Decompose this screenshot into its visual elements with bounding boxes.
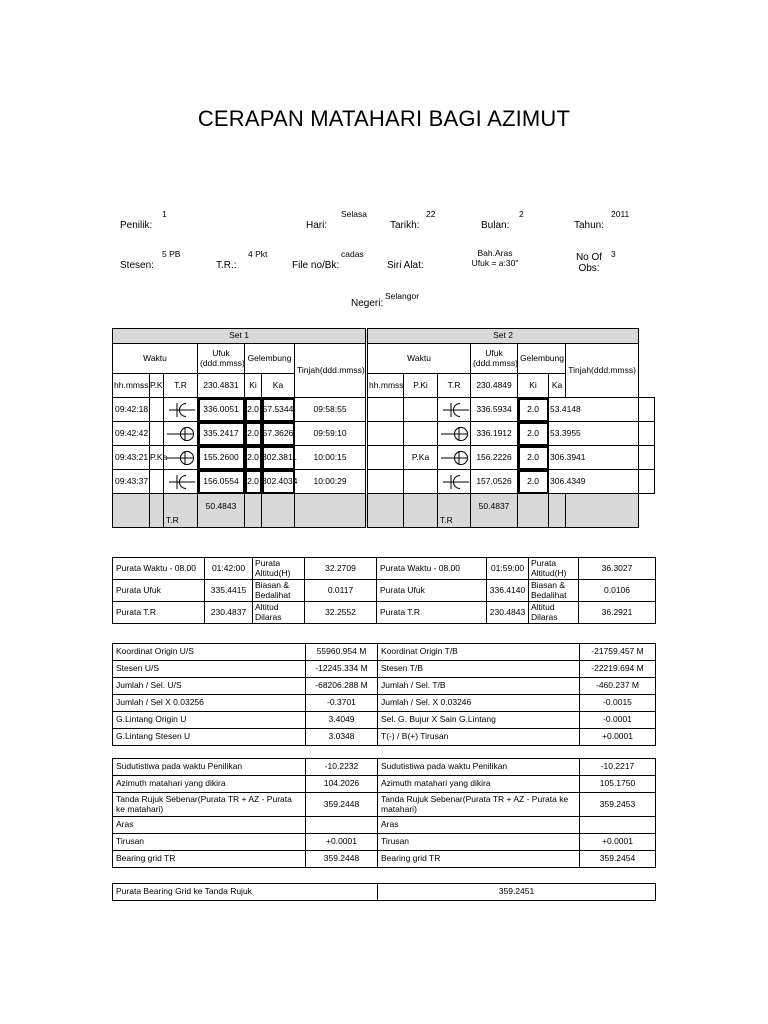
ufuk-value: 336.0051 [198, 398, 245, 422]
azimuth-label: Bearing grid TR [113, 851, 306, 868]
ka-value-2: 306.4349 [549, 470, 639, 494]
file-value: cadas [341, 249, 364, 259]
ka-header-2: Ka [549, 374, 566, 398]
mean-value: 32.2552 [305, 602, 377, 624]
set1-tr-footer-value: 50.4843 [198, 494, 245, 528]
gelembung-header: Gelembung [245, 344, 295, 374]
hhmmss-header: hh.mmss [113, 374, 150, 398]
mean-label: Purata T.R [113, 602, 205, 624]
tr-label: T.R.: [216, 260, 237, 271]
hhmmss-header-2: hh.mmss [367, 374, 404, 398]
tinjah-header: Tinjah(ddd.mmss) [295, 344, 367, 398]
azimuth-label-2: Tirusan [378, 834, 580, 851]
stesen-value: 5 PB [162, 249, 181, 259]
azimuth-value-2: -10.2217 [580, 759, 656, 776]
mean-label-2: Purata Ufuk [377, 580, 487, 602]
obs-face-2 [404, 422, 438, 446]
ki-value-2: 2.0 [518, 398, 549, 422]
mean-value-2: 230.4843 [487, 602, 529, 624]
final-bearing-value: 359.2451 [378, 884, 656, 901]
coordinates-table [112, 643, 656, 746]
azimuth-label-2: Tanda Rujuk Sebenar(Purata TR + AZ - Purata ke matahari) [378, 793, 580, 817]
tinjah-value: 09:59:10 [295, 422, 367, 446]
coord-value: 3.4049 [306, 712, 378, 729]
ki-value: 2.0 [245, 398, 262, 422]
tarikh-value: 22 [426, 209, 436, 219]
obs-face: P.Ka [150, 446, 164, 470]
coord-label: Jumlah / Sel. U/S [113, 678, 306, 695]
obs-time: 09:43:21 [113, 446, 150, 470]
coord-label: Stesen U/S [113, 661, 306, 678]
telescope-left-icon [438, 398, 471, 422]
no-of-obs-label: No Of Obs: [575, 252, 603, 274]
ufuk-value: 155.2600 [198, 446, 245, 470]
means-row [113, 558, 656, 580]
pki-header-2: P.Ki [404, 374, 438, 398]
ka-value: 57.3626 [262, 422, 295, 446]
ki-value-2: 2.0 [518, 422, 549, 446]
tahun-value: 2011 [611, 209, 630, 219]
tr-footer-label-2: T.R [438, 494, 471, 528]
waktu-header-2: Waktu [367, 344, 471, 374]
azimuth-label-2: Bearing grid TR [378, 851, 580, 868]
tr-header: T.R [164, 374, 198, 398]
coord-label-2: Sel. G. Bujur X Sain G.Lintang [378, 712, 580, 729]
coord-label: G.Lintang Origin U [113, 712, 306, 729]
coord-value-2: -22219.694 M [580, 661, 656, 678]
azimuth-value-2: 105.1750 [580, 776, 656, 793]
coord-label-2: Koordinat Origin T/B [378, 644, 580, 661]
siri-alat-label: Siri Alat: [387, 260, 424, 271]
azimuth-label-2: Sudutistiwa pada waktu Penilikan [378, 759, 580, 776]
ka-value-2: 53.4148 [549, 398, 639, 422]
azimuth-label: Tirusan [113, 834, 306, 851]
coord-value-2: -460.237 M [580, 678, 656, 695]
set2-ref-value: 230.4849 [471, 374, 518, 398]
mean-value: 335.4415 [205, 580, 253, 602]
mean-value: 230.4837 [205, 602, 253, 624]
mean-value-2: 0.0106 [579, 580, 656, 602]
set2-tr-footer-value: 50.4837 [471, 494, 518, 528]
azimuth-value: +0.0001 [306, 834, 378, 851]
obs-row [113, 422, 655, 446]
obs-face-2: P.Ka [404, 446, 438, 470]
azimuth-label-2: Aras [378, 817, 580, 834]
final-bearing-label: Purata Bearing Grid ke Tanda Rujuk [113, 884, 378, 901]
mean-value: 32.2709 [305, 558, 377, 580]
azimuth-label-2: Azimuth matahari yang dikira [378, 776, 580, 793]
means-row [113, 602, 656, 624]
hari-label: Hari: [306, 220, 328, 231]
obs-face [150, 422, 164, 446]
coord-value-2: -21759.457 M [580, 644, 656, 661]
azimuth-label: Azimuth matahari yang dikira [113, 776, 306, 793]
mean-label-2: Purata Altitud(H) [529, 558, 579, 580]
coord-value: -12245.334 M [306, 661, 378, 678]
azimuth-value-2: 359.2454 [580, 851, 656, 868]
ufuk-value-2: 336.5934 [471, 398, 518, 422]
coord-value: 55960.954 M [306, 644, 378, 661]
page-title: CERAPAN MATAHARI BAGI AZIMUT [197, 106, 571, 131]
siri-alat-value: Bah.Aras Ufuk = a:30" [471, 248, 519, 268]
penilik-label: Penilik: [120, 220, 153, 231]
set1-header: Set 1 [113, 329, 367, 344]
coord-label-2: Stesen T/B [378, 661, 580, 678]
mean-label-2: Biasan & Bedalihat [529, 580, 579, 602]
azimuth-value: 359.2448 [306, 793, 378, 817]
bulan-label: Bulan: [481, 220, 510, 231]
set2-header: Set 2 [367, 329, 639, 344]
mean-label-2: Purata Waktu - 08.00 [377, 558, 487, 580]
azimuth-value: -10.2232 [306, 759, 378, 776]
telescope-right-icon [438, 446, 471, 470]
mean-value-2: 36.3027 [579, 558, 656, 580]
ka-value-2: 53.3955 [549, 422, 639, 446]
obs-time: 09:42:42 [113, 422, 150, 446]
azimuth-value: 104.2026 [306, 776, 378, 793]
coord-label: Koordinat Origin U/S [113, 644, 306, 661]
gelembung-header-2: Gelembung [518, 344, 566, 374]
tinjah-header-2: Tinjah(ddd.mmss) [566, 344, 639, 398]
coord-value: -68206.288 M [306, 678, 378, 695]
azimuth-table [112, 758, 656, 868]
telescope-left-icon [438, 470, 471, 494]
mean-label-2: Altitud Dilaras [529, 602, 579, 624]
coord-label-2: T(-) / B(+) Tirusan [378, 729, 580, 746]
ki-value-2: 2.0 [518, 446, 549, 470]
observation-table [112, 328, 655, 528]
coord-value: 3.0348 [306, 729, 378, 746]
ki-value: 2.0 [245, 470, 262, 494]
mean-value: 01:42:00 [205, 558, 253, 580]
azimuth-label: Sudutistiwa pada waktu Penilikan [113, 759, 306, 776]
azimuth-value: 359.2448 [306, 851, 378, 868]
ki-value: 2.0 [245, 446, 262, 470]
pki-header: P.Ki [150, 374, 164, 398]
mean-value-2: 36.2921 [579, 602, 656, 624]
ki-value-2: 2.0 [518, 470, 549, 494]
tr-footer-label: T.R [164, 494, 198, 528]
coord-value-2: +0.0001 [580, 729, 656, 746]
ufuk-value-2: 156.2226 [471, 446, 518, 470]
means-row [113, 580, 656, 602]
ki-header: Ki [245, 374, 262, 398]
mean-label: Altitud Dilaras [253, 602, 305, 624]
obs-face [150, 398, 164, 422]
ki-value: 2.0 [245, 422, 262, 446]
tarikh-label: Tarikh: [390, 220, 420, 231]
coord-label: G.Lintang Stesen U [113, 729, 306, 746]
ufuk-value-2: 336.1912 [471, 422, 518, 446]
azimuth-value-2: +0.0001 [580, 834, 656, 851]
mean-label: Purata Altitud(H) [253, 558, 305, 580]
means-table [112, 557, 656, 624]
telescope-right-icon [164, 422, 198, 446]
mean-label-2: Purata T.R [377, 602, 487, 624]
azimuth-label: Tanda Rujuk Sebenar(Purata TR + AZ - Purata ke matahari) [113, 793, 306, 817]
coord-label: Jumlah / Sel X 0.03256 [113, 695, 306, 712]
telescope-right-icon [438, 422, 471, 446]
tahun-label: Tahun: [574, 220, 605, 231]
tr-value: 4 Pkt [248, 249, 268, 259]
obs-face [150, 470, 164, 494]
mean-value: 0.0117 [305, 580, 377, 602]
ufuk-value: 335.2417 [198, 422, 245, 446]
tr-header-2: T.R [438, 374, 471, 398]
ka-value-2: 306.3941 [549, 446, 639, 470]
ka-header: Ka [262, 374, 295, 398]
stesen-label: Stesen: [120, 260, 154, 271]
bulan-value: 2 [519, 209, 524, 219]
tinjah-value: 10:00:15 [295, 446, 367, 470]
set1-ref-value: 230.4831 [198, 374, 245, 398]
negeri-label: Negeri: [351, 298, 384, 309]
obs-time: 09:43:37 [113, 470, 150, 494]
obs-row [113, 446, 655, 470]
mean-value-2: 336.4140 [487, 580, 529, 602]
mean-label: Biasan & Bedalihat [253, 580, 305, 602]
ufuk-header-2: Ufuk (ddd.mmss) [471, 344, 518, 374]
negeri-value: Selangor [385, 291, 420, 301]
ufuk-value: 156.0554 [198, 470, 245, 494]
no-of-obs-value: 3 [611, 249, 616, 259]
obs-row [113, 470, 655, 494]
coord-value-2: -0.0015 [580, 695, 656, 712]
penilik-value: 1 [162, 209, 167, 219]
ka-value: 57.5344 [262, 398, 295, 422]
azimuth-label: Aras [113, 817, 306, 834]
telescope-right-icon [164, 446, 198, 470]
ufuk-value-2: 157.0526 [471, 470, 518, 494]
ki-header-2: Ki [518, 374, 549, 398]
ka-value: 302.3811 [262, 446, 295, 470]
obs-face-2 [404, 398, 438, 422]
coord-value-2: -0.0001 [580, 712, 656, 729]
tinjah-value: 09:58:55 [295, 398, 367, 422]
azimuth-value-2: 359.2453 [580, 793, 656, 817]
mean-value-2: 01:59:00 [487, 558, 529, 580]
obs-row [113, 398, 655, 422]
hari-value: Selasa [341, 209, 367, 219]
mean-label: Purata Ufuk [113, 580, 205, 602]
ufuk-header: Ufuk (ddd.mmss) [198, 344, 245, 374]
obs-time: 09:42:18 [113, 398, 150, 422]
telescope-left-icon [164, 398, 198, 422]
obs-face-2 [404, 470, 438, 494]
coord-label-2: Jumlah / Sel. T/B [378, 678, 580, 695]
azimuth-value [306, 817, 378, 834]
ka-value: 302.4034 [262, 470, 295, 494]
coord-value: -0.3701 [306, 695, 378, 712]
tinjah-value: 10:00:29 [295, 470, 367, 494]
mean-label: Purata Waktu - 08.00 [113, 558, 205, 580]
waktu-header: Waktu [113, 344, 198, 374]
coord-label-2: Jumlah / Sel. X 0.03246 [378, 695, 580, 712]
azimuth-value-2 [580, 817, 656, 834]
final-bearing-table [112, 883, 656, 901]
telescope-left-icon [164, 470, 198, 494]
file-label: File no/Bk: [292, 260, 340, 271]
